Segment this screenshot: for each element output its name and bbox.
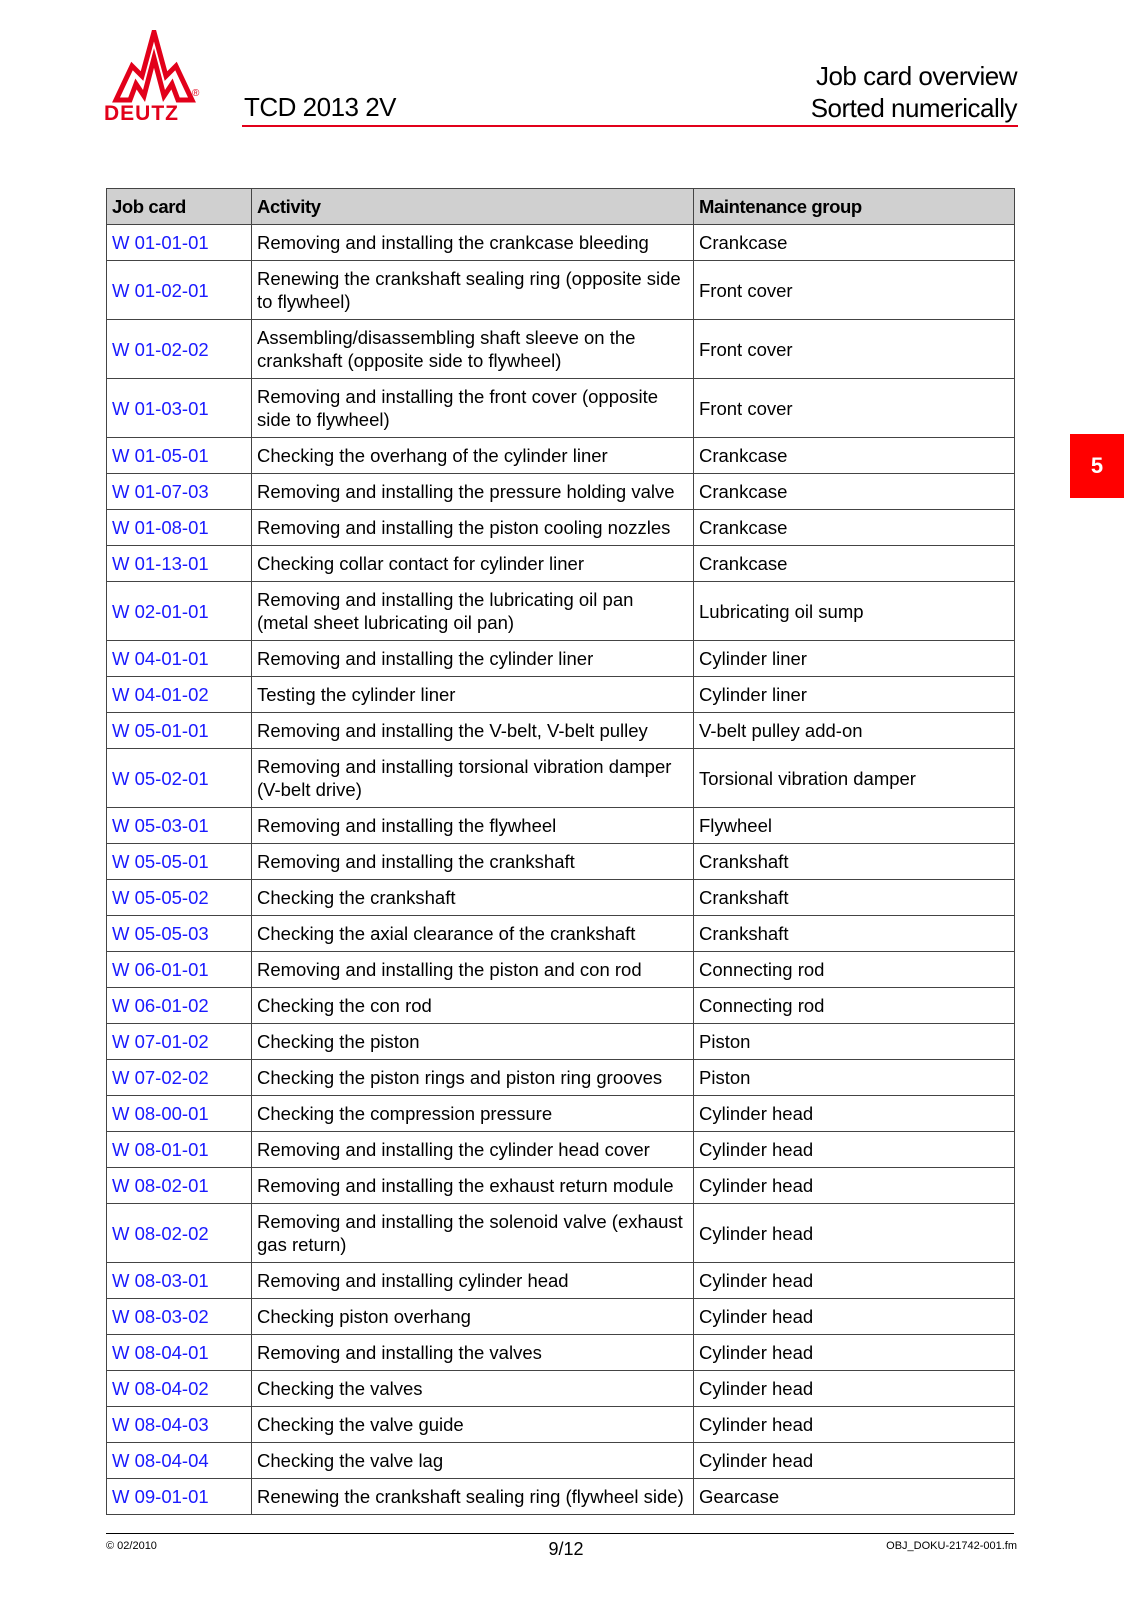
table-row — [107, 1335, 1015, 1371]
table-row — [107, 1060, 1015, 1096]
table-row — [107, 438, 1015, 474]
table-row — [107, 379, 1015, 438]
maintenance-group-cell: Cylinder head — [694, 1168, 1015, 1204]
job-card-link[interactable]: W 06-01-01 — [107, 952, 252, 988]
maintenance-group-cell: Crankcase — [694, 510, 1015, 546]
job-card-link[interactable]: W 04-01-01 — [107, 641, 252, 677]
table-row — [107, 916, 1015, 952]
table-row — [107, 1479, 1015, 1515]
maintenance-group-cell: Connecting rod — [694, 988, 1015, 1024]
maintenance-group-cell: Gearcase — [694, 1479, 1015, 1515]
job-card-link[interactable]: W 05-05-01 — [107, 844, 252, 880]
maintenance-group-cell: Cylinder head — [694, 1263, 1015, 1299]
table-row — [107, 641, 1015, 677]
table-row — [107, 546, 1015, 582]
table-row — [107, 844, 1015, 880]
table-row — [107, 582, 1015, 641]
table-row — [107, 1132, 1015, 1168]
job-card-link[interactable]: W 08-04-04 — [107, 1443, 252, 1479]
activity-cell: Checking the crankshaft — [252, 880, 694, 916]
table-row — [107, 1204, 1015, 1263]
maintenance-group-cell: Cylinder head — [694, 1335, 1015, 1371]
title-line-2: Sorted numerically — [810, 93, 1017, 123]
activity-cell: Removing and installing the valves — [252, 1335, 694, 1371]
activity-cell: Removing and installing the V-belt, V-belt pulley — [252, 713, 694, 749]
maintenance-group-cell: Front cover — [694, 261, 1015, 320]
activity-cell: Checking the valve lag — [252, 1443, 694, 1479]
activity-cell: Removing and installing the piston cooling nozzles — [252, 510, 694, 546]
registered-mark: ® — [192, 88, 200, 99]
maintenance-group-cell: Flywheel — [694, 808, 1015, 844]
deutz-flame-icon — [104, 30, 204, 106]
table-row — [107, 713, 1015, 749]
maintenance-group-cell: Cylinder head — [694, 1132, 1015, 1168]
job-card-link[interactable]: W 07-01-02 — [107, 1024, 252, 1060]
maintenance-group-cell: Cylinder head — [694, 1096, 1015, 1132]
activity-cell: Checking the compression pressure — [252, 1096, 694, 1132]
activity-cell: Removing and installing cylinder head — [252, 1263, 694, 1299]
page-number: 9/12 — [548, 1539, 584, 1559]
page-title — [811, 60, 1017, 124]
footer-divider — [106, 1533, 1014, 1534]
maintenance-group-cell: Front cover — [694, 379, 1015, 438]
table-row — [107, 808, 1015, 844]
table-row — [107, 320, 1015, 379]
table-row — [107, 225, 1015, 261]
table-row — [107, 1263, 1015, 1299]
activity-cell: Assembling/disassembling shaft sleeve on the crankshaft (opposite side to flywheel) — [252, 320, 694, 379]
title-line-1: Job card overview — [815, 61, 1017, 91]
activity-cell: Removing and installing the flywheel — [252, 808, 694, 844]
job-card-link[interactable]: W 01-07-03 — [107, 474, 252, 510]
activity-cell: Checking the piston rings and piston ring grooves — [252, 1060, 694, 1096]
activity-cell: Removing and installing the exhaust return module — [252, 1168, 694, 1204]
activity-cell: Checking collar contact for cylinder liner — [252, 546, 694, 582]
activity-cell: Renewing the crankshaft sealing ring (flywheel side) — [252, 1479, 694, 1515]
table-row — [107, 261, 1015, 320]
job-card-link[interactable]: W 08-01-01 — [107, 1132, 252, 1168]
maintenance-group-cell: Crankcase — [694, 438, 1015, 474]
maintenance-group-cell: Lubricating oil sump — [694, 582, 1015, 641]
table-row — [107, 474, 1015, 510]
job-card-link[interactable]: W 08-02-01 — [107, 1168, 252, 1204]
activity-cell: Checking the piston — [252, 1024, 694, 1060]
maintenance-group-cell: Torsional vibration damper — [694, 749, 1015, 808]
job-card-link[interactable]: W 05-02-01 — [107, 749, 252, 808]
table-header-row — [107, 189, 1015, 225]
job-card-link[interactable]: W 01-08-01 — [107, 510, 252, 546]
job-card-link[interactable]: W 01-01-01 — [107, 225, 252, 261]
job-card-link[interactable]: W 02-01-01 — [107, 582, 252, 641]
table-row — [107, 880, 1015, 916]
table-row — [107, 988, 1015, 1024]
job-card-link[interactable]: W 01-02-02 — [107, 320, 252, 379]
logo-wordmark: DEUTZ — [104, 102, 179, 125]
table-row — [107, 677, 1015, 713]
activity-cell: Removing and installing the cylinder head cover — [252, 1132, 694, 1168]
table-row — [107, 1168, 1015, 1204]
header-divider — [242, 125, 1018, 127]
engine-title: TCD 2013 2V — [244, 92, 397, 122]
job-card-link[interactable]: W 05-05-02 — [107, 880, 252, 916]
job-card-link[interactable]: W 01-05-01 — [107, 438, 252, 474]
maintenance-group-cell: Cylinder head — [694, 1407, 1015, 1443]
footer-file-name: OBJ_DOKU-21742-001.fm — [886, 1540, 1017, 1552]
activity-cell: Checking piston overhang — [252, 1299, 694, 1335]
activity-cell: Checking the overhang of the cylinder liner — [252, 438, 694, 474]
job-card-link[interactable]: W 08-04-03 — [107, 1407, 252, 1443]
maintenance-group-cell: Cylinder head — [694, 1371, 1015, 1407]
maintenance-group-cell: Crankshaft — [694, 916, 1015, 952]
activity-cell: Removing and installing the pressure holding valve — [252, 474, 694, 510]
table-row — [107, 1443, 1015, 1479]
maintenance-group-cell: Cylinder liner — [694, 641, 1015, 677]
chapter-tab: 5 — [1070, 434, 1124, 498]
activity-cell: Testing the cylinder liner — [252, 677, 694, 713]
maintenance-group-cell: Crankcase — [694, 474, 1015, 510]
job-card-link[interactable]: W 06-01-02 — [107, 988, 252, 1024]
maintenance-group-cell: Front cover — [694, 320, 1015, 379]
maintenance-group-cell: Cylinder head — [694, 1443, 1015, 1479]
job-card-link[interactable]: W 08-04-01 — [107, 1335, 252, 1371]
column-header-job-card: Job card — [107, 189, 252, 225]
table-row — [107, 510, 1015, 546]
job-card-table — [106, 188, 1015, 1515]
maintenance-group-cell: Crankcase — [694, 225, 1015, 261]
table-row — [107, 1407, 1015, 1443]
activity-cell: Removing and installing the piston and con rod — [252, 952, 694, 988]
job-card-link[interactable]: W 09-01-01 — [107, 1479, 252, 1515]
table-row — [107, 1096, 1015, 1132]
job-card-link[interactable]: W 05-05-03 — [107, 916, 252, 952]
table-row — [107, 1024, 1015, 1060]
activity-cell: Removing and installing the solenoid valve (exhaust gas return) — [252, 1204, 694, 1263]
table-row — [107, 952, 1015, 988]
activity-cell: Removing and installing the lubricating oil pan (metal sheet lubricating oil pan) — [252, 582, 694, 641]
deutz-logo — [104, 30, 204, 126]
maintenance-group-cell: Cylinder head — [694, 1204, 1015, 1263]
maintenance-group-cell: Crankshaft — [694, 880, 1015, 916]
job-card-link[interactable]: W 01-03-01 — [107, 379, 252, 438]
activity-cell: Checking the valve guide — [252, 1407, 694, 1443]
job-card-link[interactable]: W 01-02-01 — [107, 261, 252, 320]
maintenance-group-cell: Cylinder head — [694, 1299, 1015, 1335]
column-header-maintenance-group: Maintenance group — [694, 189, 1015, 225]
job-card-link[interactable]: W 05-01-01 — [107, 713, 252, 749]
activity-cell: Checking the axial clearance of the crankshaft — [252, 916, 694, 952]
maintenance-group-cell: Piston — [694, 1024, 1015, 1060]
job-card-link[interactable]: W 08-00-01 — [107, 1096, 252, 1132]
maintenance-group-cell: Crankcase — [694, 546, 1015, 582]
activity-cell: Removing and installing the front cover (opposite side to flywheel) — [252, 379, 694, 438]
table-row — [107, 749, 1015, 808]
table-row — [107, 1371, 1015, 1407]
activity-cell: Checking the valves — [252, 1371, 694, 1407]
job-card-link[interactable]: W 07-02-02 — [107, 1060, 252, 1096]
job-card-link[interactable]: W 08-03-02 — [107, 1299, 252, 1335]
maintenance-group-cell: Piston — [694, 1060, 1015, 1096]
activity-cell: Removing and installing the crankshaft — [252, 844, 694, 880]
job-card-link[interactable]: W 05-03-01 — [107, 808, 252, 844]
maintenance-group-cell: Connecting rod — [694, 952, 1015, 988]
job-card-link[interactable]: W 08-03-01 — [107, 1263, 252, 1299]
job-card-link[interactable]: W 08-04-02 — [107, 1371, 252, 1407]
job-card-link[interactable]: W 04-01-02 — [107, 677, 252, 713]
column-header-activity: Activity — [252, 189, 694, 225]
activity-cell: Removing and installing the crankcase bleeding — [252, 225, 694, 261]
table-row — [107, 1299, 1015, 1335]
maintenance-group-cell: Crankshaft — [694, 844, 1015, 880]
activity-cell: Renewing the crankshaft sealing ring (opposite side to flywheel) — [252, 261, 694, 320]
job-card-link[interactable]: W 01-13-01 — [107, 546, 252, 582]
job-card-link[interactable]: W 08-02-02 — [107, 1204, 252, 1263]
footer-copyright: © 02/2010 — [106, 1540, 157, 1552]
activity-cell: Removing and installing the cylinder liner — [252, 641, 694, 677]
activity-cell: Removing and installing torsional vibration damper (V-belt drive) — [252, 749, 694, 808]
activity-cell: Checking the con rod — [252, 988, 694, 1024]
maintenance-group-cell: Cylinder liner — [694, 677, 1015, 713]
maintenance-group-cell: V-belt pulley add-on — [694, 713, 1015, 749]
